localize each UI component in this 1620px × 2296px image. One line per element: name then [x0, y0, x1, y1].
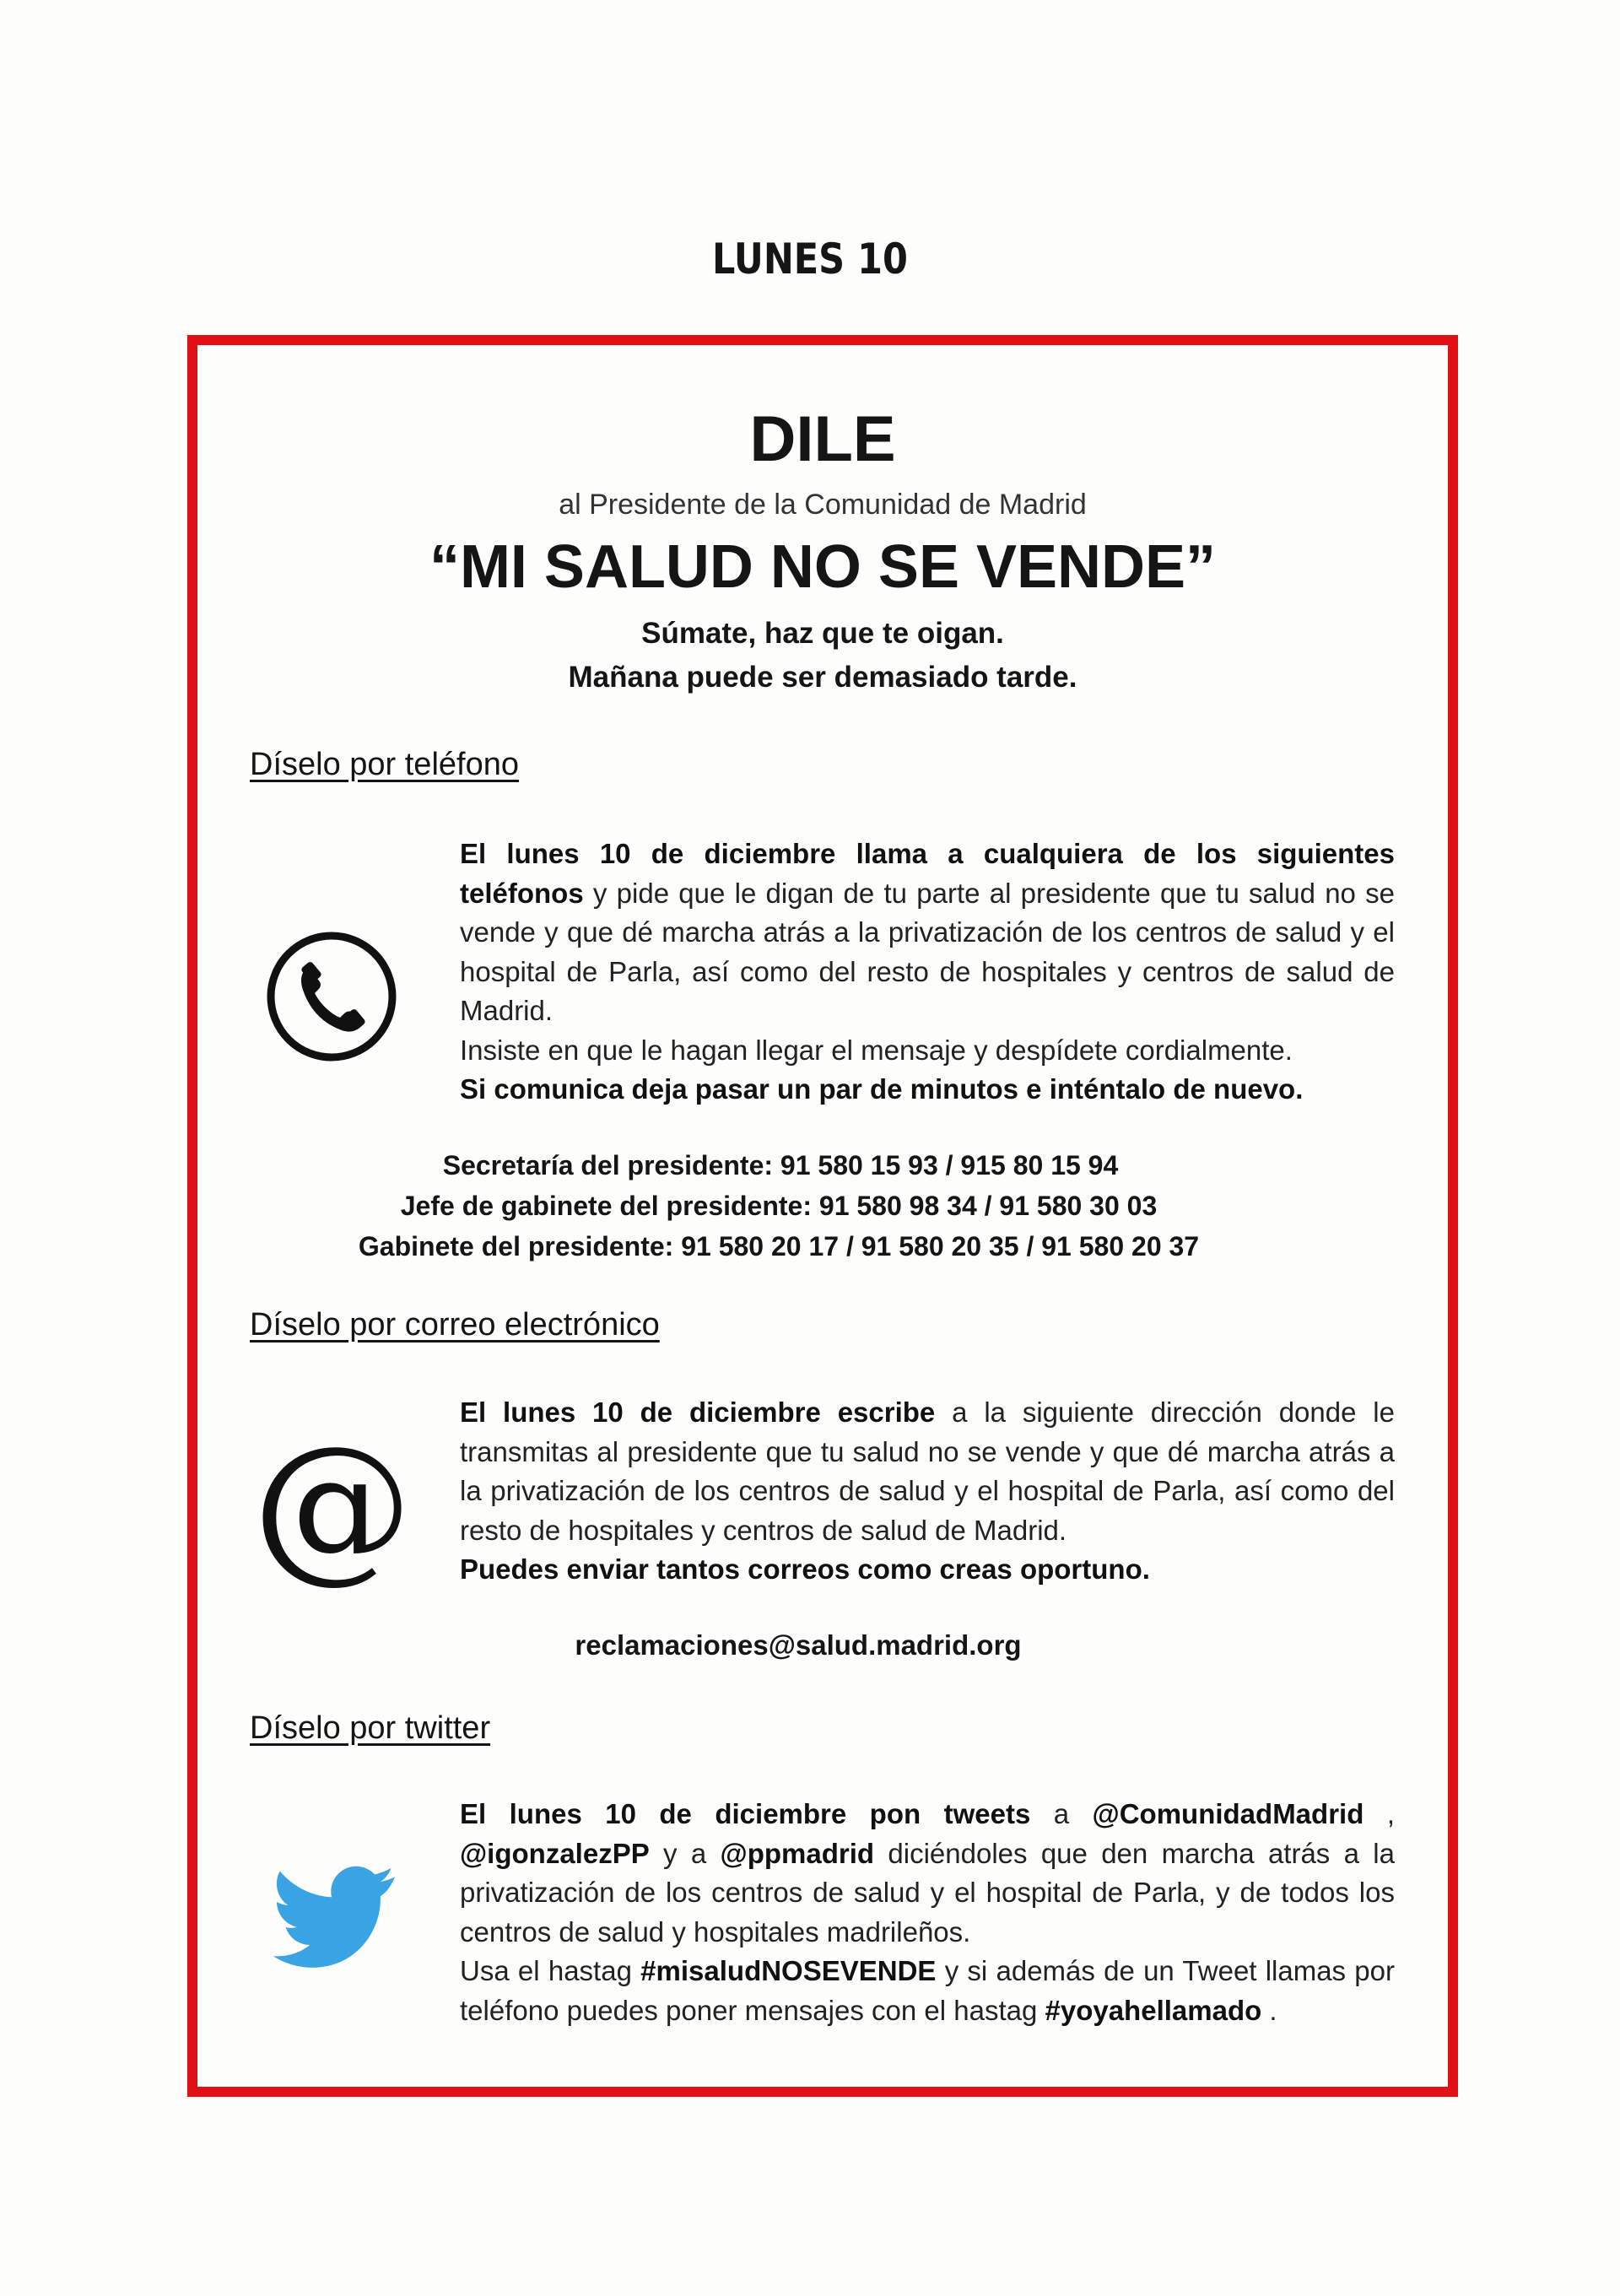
- email-instructions: [460, 1393, 1395, 1590]
- email-section-title: Díselo por correo electrónico: [250, 1307, 660, 1342]
- contact-secretaria: Secretaría del presidente: 91 580 15 93 / 915 80 15 94: [442, 1150, 1119, 1180]
- twitter-hashtag-text-a: Usa el hastag: [460, 1955, 641, 1986]
- phone-lead-bold: El lunes 10 de diciembre llama a cualquiera de los siguientes teléfonos: [460, 838, 1395, 909]
- handle-comunidad-madrid[interactable]: @ComunidadMadrid: [1092, 1798, 1364, 1829]
- twitter-text-c: y a: [649, 1837, 721, 1869]
- call-line-1: Súmate, haz que te oigan.: [641, 617, 1004, 650]
- phone-lead-rest: y pide que le digan de tu parte al presidente que tu salud no se vende y que dé marcha atrás a la privatización de los centros de salud y el hospital de Parla, así como del resto de hospitales y centros de salud de Madrid.: [460, 877, 1395, 1026]
- twitter-section-title: Díselo por twitter: [250, 1710, 491, 1746]
- day-heading: LUNES 10: [712, 235, 908, 284]
- contact-jefe-gabinete: Jefe de gabinete del presidente: 91 580 98 34 / 91 580 30 03: [400, 1191, 1158, 1221]
- phone-retry-text: Si comunica deja pasar un par de minutos e inténtalo de nuevo.: [460, 1073, 1304, 1105]
- twitter-bird-icon: [273, 1862, 400, 1972]
- twitter-lead-rest: diciéndoles que den marcha atrás a la privatización de los centros de salud y el hospital de Parla, y de todos los centros de salud y hospitales madrileños.: [460, 1837, 1395, 1948]
- twitter-text-b: ,: [1364, 1798, 1395, 1829]
- phone-contacts: [197, 1145, 1448, 1267]
- phone-instructions: [460, 835, 1395, 1110]
- flyer-frame: [187, 335, 1458, 2097]
- handle-ppmadrid[interactable]: @ppmadrid: [720, 1837, 875, 1869]
- title: DILE: [749, 403, 896, 475]
- twitter-hashtag-text-b: y si además de un Tweet llamas por teléfono puedes poner mensajes con el hastag: [460, 1955, 1395, 2026]
- twitter-text-a: a: [1030, 1798, 1093, 1829]
- contact-gabinete: Gabinete del presidente: 91 580 20 17 / 91 580 20 35 / 91 580 20 37: [358, 1231, 1200, 1261]
- email-lead-rest: a la siguiente dirección donde le transmitas al presidente que tu salud no se vende y que dé marcha atrás a la privatización de los centros de salud y el hospital de Parla, así como del resto de hospitales y centros de salud de Madrid.: [460, 1397, 1395, 1546]
- svg-text:@: @: [252, 1412, 413, 1598]
- subtitle: al Presidente de la Comunidad de Madrid: [559, 489, 1087, 521]
- hashtag-misalud[interactable]: #misaludNOSEVENDE: [640, 1955, 937, 1986]
- call-line-2: Mañana puede ser demasiado tarde.: [568, 661, 1077, 694]
- email-lead-bold: El lunes 10 de diciembre escribe: [460, 1397, 936, 1428]
- phone-section-title: Díselo por teléfono: [250, 747, 519, 782]
- slogan: “MI SALUD NO SE VENDE”: [429, 533, 1217, 601]
- phone-insist-text: Insiste en que le hagan llegar el mensaje y despídete cordialmente.: [460, 1034, 1293, 1066]
- at-sign-icon: [252, 1412, 413, 1598]
- hashtag-yoyahellamado[interactable]: #yoyahellamado: [1045, 1994, 1262, 2026]
- twitter-hashtag-text-c: .: [1261, 1994, 1277, 2026]
- email-many-text: Puedes enviar tantos correos como creas oportuno.: [460, 1553, 1150, 1585]
- twitter-instructions: [460, 1795, 1395, 2030]
- twitter-lead-bold: El lunes 10 de diciembre pon tweets: [460, 1798, 1031, 1829]
- handle-igonzalezpp[interactable]: @igonzalezPP: [460, 1837, 650, 1869]
- email-address: reclamaciones@salud.madrid.org: [575, 1629, 1022, 1661]
- phone-icon: [264, 929, 399, 1064]
